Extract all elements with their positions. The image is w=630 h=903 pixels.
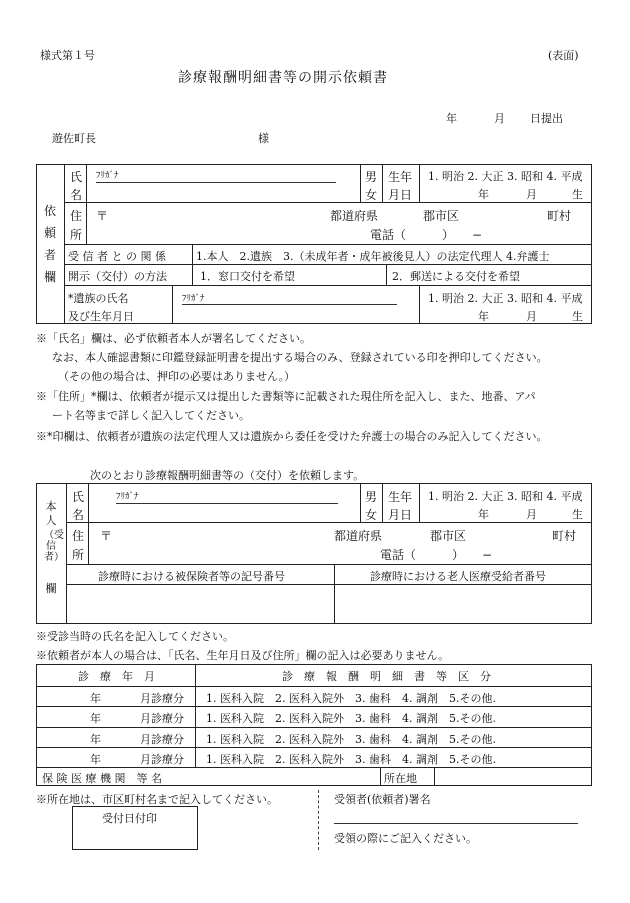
note-patient-name: ※受診当時の氏名を記入してください。 [36, 630, 234, 643]
bereaved-birth-month: 月 [526, 310, 537, 323]
patient-sex-male[interactable]: 男 [365, 490, 378, 504]
patient-birth-day: 生 [572, 508, 583, 521]
patient-name-label-2: 名 [72, 508, 85, 522]
request-line: 次のとおり診療報酬明細書等の（交付）を依頼します。 [90, 469, 365, 482]
patient-furigana: ﾌﾘｶﾞﾅ [116, 492, 139, 502]
row2-month: 月診療分 [140, 712, 184, 725]
patient-birth-month: 月 [526, 508, 537, 521]
date-day: 日提出 [530, 112, 563, 125]
patient-section-label-c: 欄 [45, 582, 57, 595]
row4-options[interactable]: 1. 医科入院 2. 医科入院外 3. 歯科 4. 調剤 5.その他. [206, 753, 496, 766]
patient-prefecture: 都道府県 [334, 529, 383, 543]
row3-month: 月診療分 [140, 733, 184, 746]
row4-year: 年 [90, 753, 101, 766]
row1-year: 年 [90, 692, 101, 705]
sex-male[interactable]: 男 [365, 170, 378, 184]
patient-name-label-1: 氏 [72, 490, 85, 504]
name-label-2: 名 [70, 188, 83, 202]
patient-era-options[interactable]: 1. 明治 2. 大正 3. 昭和 4. 平成 [428, 490, 583, 503]
prefecture-label: 都道府県 [330, 209, 379, 223]
row3-options[interactable]: 1. 医科入院 2. 医科入院外 3. 歯科 4. 調剤 5.その他. [206, 733, 496, 746]
patient-city: 郡市区 [430, 529, 467, 543]
statement-type-header: 診 療 報 酬 明 細 書 等 区 分 [282, 670, 491, 683]
date-year: 年 [446, 112, 457, 125]
receipt-stamp-label: 受付日付印 [102, 812, 157, 825]
note-self: ※依頼者が本人の場合は、「氏名、生年月日及び住所」欄の記入は必要ありません。 [36, 649, 450, 662]
institution-label: 保 険 医 療 機 関 等 名 [42, 772, 162, 785]
form-number: 様式第１号 [40, 49, 95, 62]
insured-number-label: 診療時における被保険者等の記号番号 [98, 570, 285, 583]
address-label-1: 住 [70, 209, 83, 223]
bereaved-label-1: *遺族の氏名 [68, 292, 129, 305]
patient-town: 町村 [552, 529, 577, 543]
city-label: 郡市区 [423, 209, 460, 223]
patient-birth-label-2: 月日 [388, 508, 413, 522]
recipient-note: 受領の際にご記入ください。 [334, 832, 477, 845]
town-label: 町村 [547, 209, 572, 223]
era-options[interactable]: 1. 明治 2. 大正 3. 昭和 4. 平成 [428, 170, 583, 183]
birth-day: 生 [572, 188, 583, 201]
requester-section-label: 依頼者欄 [43, 204, 56, 284]
note-seal: なお、本人確認書類に印鑑登録証明書を提出する場合のみ、登録されている印を押印してください。 [52, 351, 548, 364]
birth-label-1: 生年 [388, 170, 413, 184]
address-label-2: 所 [70, 228, 83, 242]
birth-label-2: 月日 [388, 188, 413, 202]
note-seal-2: （その他の場合は、押印の必要はありません。） [58, 370, 296, 383]
name-label-1: 氏 [70, 170, 83, 184]
note-address-a: ※「住所」*欄は、依頼者が提示又は提出した書類等に記載された現住所を記入し、また、地番、アパ [36, 390, 536, 403]
row1-options[interactable]: 1. 医科入院 2. 医科入院外 3. 歯科 4. 調剤 5.その他. [206, 692, 496, 705]
postal-mark: 〒 [96, 209, 109, 223]
patient-address-label-1: 住 [72, 529, 85, 543]
bereaved-era-options[interactable]: 1. 明治 2. 大正 3. 昭和 4. 平成 [428, 292, 583, 305]
recipient-sign-label: 受領者(依頼者)署名 [334, 793, 431, 806]
date-month: 月 [494, 112, 505, 125]
patient-sex-female[interactable]: 女 [365, 508, 378, 522]
name-furigana: ﾌﾘｶﾞﾅ [96, 171, 119, 181]
bereaved-birth-day: 生 [572, 310, 583, 323]
honorific: 様 [258, 132, 269, 145]
patient-birth-year: 年 [478, 508, 489, 521]
row2-options[interactable]: 1. 医科入院 2. 医科入院外 3. 歯科 4. 調剤 5.その他. [206, 712, 496, 725]
bereaved-birth-year: 年 [478, 310, 489, 323]
patient-postal-mark: 〒 [100, 529, 113, 543]
row3-year: 年 [90, 733, 101, 746]
patient-phone[interactable]: 電話（ ） − [380, 548, 493, 562]
elderly-number-label: 診療時における老人医療受給者番号 [370, 570, 546, 583]
relation-label: 受 信 者 と の 関 係 [68, 250, 166, 263]
page-title: 診療報酬明細書等の開示依頼書 [178, 70, 388, 86]
addressee: 遊佐町長 [52, 132, 96, 145]
birth-year: 年 [478, 188, 489, 201]
treatment-month-header: 診 療 年 月 [78, 670, 155, 683]
bereaved-furigana: ﾌﾘｶﾞﾅ [182, 294, 205, 304]
note-location: ※所在地は、市区町村名まで記入してください。 [36, 793, 278, 806]
method-label: 開示（交付）の方法 [68, 270, 167, 283]
location-label: 所在地 [384, 772, 417, 785]
patient-table [36, 483, 592, 624]
patient-section-label-a: 本人 [45, 500, 57, 527]
row1-month: 月診療分 [140, 692, 184, 705]
birth-month: 月 [526, 188, 537, 201]
side-label: (表面) [548, 49, 579, 62]
note-address-b: ート名等まで詳しく記入してください。 [52, 409, 250, 422]
method-mail[interactable]: 2．郵送による交付を希望 [392, 270, 520, 283]
bereaved-label-2: 及び生年月日 [68, 310, 134, 323]
signature-line[interactable] [334, 823, 578, 824]
patient-birth-label-1: 生年 [388, 490, 413, 504]
phone-field[interactable]: 電話（ ） − [370, 228, 483, 242]
method-window[interactable]: 1．窓口交付を希望 [200, 270, 295, 283]
note-name: ※「氏名」欄は、必ず依頼者本人が署名してください。 [36, 332, 311, 345]
row2-year: 年 [90, 712, 101, 725]
sex-female[interactable]: 女 [365, 188, 378, 202]
note-asterisk: ※*印欄は、依頼者が遺族の法定代理人又は遺族から委任を受けた弁護士の場合のみ記入してください。 [36, 430, 548, 443]
relation-options[interactable]: 1.本人 2.遺族 3.（未成年者・成年被後見人）の法定代理人 4.弁護士 [196, 250, 550, 263]
patient-section-label-b: （受信者） [44, 530, 64, 563]
row4-month: 月診療分 [140, 753, 184, 766]
patient-address-label-2: 所 [72, 548, 85, 562]
